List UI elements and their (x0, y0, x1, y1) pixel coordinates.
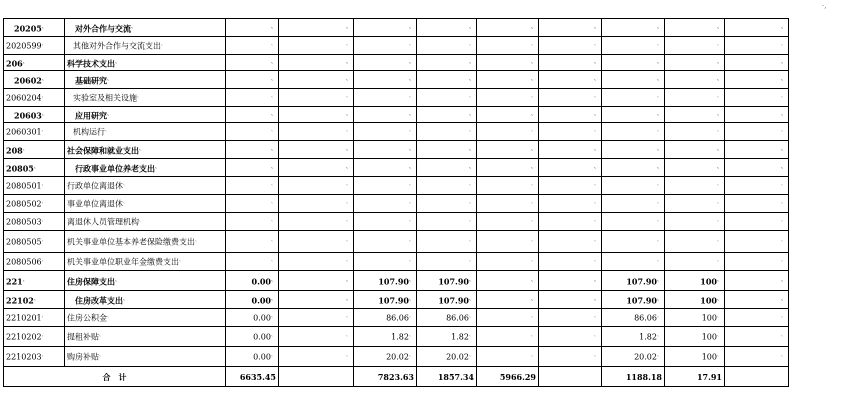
cell-c7: 、 (602, 89, 665, 107)
cell-c1: 、 (226, 89, 279, 107)
cell-c8: 、 (665, 141, 725, 159)
cell-c2: 、 (279, 55, 354, 71)
row-code: 20805、 (4, 159, 65, 177)
cell-c5: 、 (477, 37, 539, 55)
total-cell: 1857.34 (417, 367, 477, 387)
cell-c8: 、 (665, 37, 725, 55)
cell-c1: 、 (226, 231, 279, 253)
cell-c2: 、 (279, 19, 354, 37)
total-cell (539, 367, 602, 387)
table-row (4, 231, 796, 253)
row-code: 2060204、 (4, 89, 65, 107)
total-cell: 7823.63 (354, 367, 417, 387)
cell-c3: 107.90、 (354, 271, 417, 291)
row-name: 机关事业单位基本养老保险缴费支出、 (65, 231, 226, 253)
cell-c7: 、 (602, 107, 665, 123)
table-row (4, 271, 796, 291)
cell-c4: 、 (417, 213, 477, 231)
cell-c1: 0.00、 (226, 327, 279, 347)
table-row (4, 327, 796, 347)
cell-c4: 、 (417, 159, 477, 177)
row-code: 2210203、 (4, 347, 65, 367)
cell-c5: 、 (477, 123, 539, 141)
cell-c5: 、 (477, 213, 539, 231)
cell-c2: 、 (279, 231, 354, 253)
cell-c3: 、 (354, 123, 417, 141)
cell-c8: 100、 (665, 327, 725, 347)
cell-c6: 、 (539, 71, 602, 89)
cell-c9: 、 (725, 107, 789, 123)
row-edge (789, 291, 796, 309)
cell-c7: 、 (602, 123, 665, 141)
cell-c8: 、 (665, 123, 725, 141)
cell-c8: 、 (665, 253, 725, 271)
cell-c2: 、 (279, 291, 354, 309)
cell-c4: 107.90、 (417, 271, 477, 291)
row-code: 221、 (4, 271, 65, 291)
cell-c5: 、 (477, 271, 539, 291)
cell-c1: 、 (226, 159, 279, 177)
cell-c5: 、 (477, 71, 539, 89)
table-row (4, 213, 796, 231)
cell-c9: 、 (725, 123, 789, 141)
row-edge (789, 253, 796, 271)
cell-c8: 、 (665, 231, 725, 253)
row-code: 2080506、 (4, 253, 65, 271)
row-name: 应用研究、 (65, 107, 226, 123)
cell-c8: 、 (665, 195, 725, 213)
row-name: 事业单位离退休、 (65, 195, 226, 213)
cell-c9: 、 (725, 253, 789, 271)
cell-c5: 、 (477, 231, 539, 253)
cell-c6: 、 (539, 19, 602, 37)
cell-c2: 、 (279, 123, 354, 141)
row-name: 基础研究、 (65, 71, 226, 89)
cell-c6: 、 (539, 291, 602, 309)
cell-c9: 、 (725, 347, 789, 367)
cell-c4: 、 (417, 89, 477, 107)
cell-c1: 0.00、 (226, 347, 279, 367)
row-code: 20603、 (4, 107, 65, 123)
cell-c4: 、 (417, 231, 477, 253)
row-code: 2080501、 (4, 177, 65, 195)
cell-c7: 107.90、 (602, 271, 665, 291)
cell-c9: 、 (725, 195, 789, 213)
cell-c7: 20.02、 (602, 347, 665, 367)
total-cell: 6635.45 (226, 367, 279, 387)
row-name: 实验室及相关设施、 (65, 89, 226, 107)
table-row (4, 159, 796, 177)
cell-c2: 、 (279, 89, 354, 107)
total-cell: 1188.18 (602, 367, 665, 387)
table-body (4, 19, 796, 387)
cell-c9: 、 (725, 327, 789, 347)
cell-c9: 、 (725, 55, 789, 71)
cell-c3: 、 (354, 37, 417, 55)
cell-c2: 、 (279, 177, 354, 195)
cell-c6: 、 (539, 253, 602, 271)
cell-c9: 、 (725, 89, 789, 107)
cell-c7: 、 (602, 253, 665, 271)
cell-c3: 、 (354, 253, 417, 271)
cell-c3: 、 (354, 213, 417, 231)
row-code: 2080505、 (4, 231, 65, 253)
cell-c6: 、 (539, 177, 602, 195)
budget-table (3, 18, 796, 387)
cell-c4: 、 (417, 37, 477, 55)
cell-c3: 、 (354, 71, 417, 89)
cell-c2: 、 (279, 37, 354, 55)
row-edge (789, 89, 796, 107)
cell-c3: 、 (354, 231, 417, 253)
cell-c9: 、 (725, 177, 789, 195)
cell-c8: 、 (665, 177, 725, 195)
cell-c1: 、 (226, 195, 279, 213)
cell-c1: 、 (226, 55, 279, 71)
corner-mark: ·, (822, 2, 827, 10)
cell-c9: 、 (725, 71, 789, 89)
cell-c5: 、 (477, 89, 539, 107)
cell-c9: 、 (725, 37, 789, 55)
row-edge (789, 347, 796, 367)
cell-c7: 、 (602, 19, 665, 37)
cell-c1: 0.00、 (226, 271, 279, 291)
table-row (4, 195, 796, 213)
cell-c2: 、 (279, 309, 354, 327)
cell-c8: 、 (665, 107, 725, 123)
cell-c3: 、 (354, 89, 417, 107)
cell-c6: 、 (539, 231, 602, 253)
cell-c7: 、 (602, 159, 665, 177)
cell-c7: 、 (602, 213, 665, 231)
cell-c1: 、 (226, 123, 279, 141)
row-edge (789, 195, 796, 213)
table-row (4, 123, 796, 141)
cell-c9: 、 (725, 141, 789, 159)
cell-c2: 、 (279, 71, 354, 89)
cell-c9: 、 (725, 159, 789, 177)
row-name: 住房公积金、 (65, 309, 226, 327)
cell-c5: 、 (477, 19, 539, 37)
table-row (4, 309, 796, 327)
row-edge (789, 231, 796, 253)
cell-c2: 、 (279, 195, 354, 213)
row-name: 购房补贴、 (65, 347, 226, 367)
cell-c6: 、 (539, 107, 602, 123)
cell-c1: 、 (226, 141, 279, 159)
row-code: 2080503、 (4, 213, 65, 231)
cell-c9: 、 (725, 309, 789, 327)
row-code: 2210201、 (4, 309, 65, 327)
cell-c9: 、 (725, 213, 789, 231)
cell-c8: 、 (665, 159, 725, 177)
cell-c2: 、 (279, 159, 354, 177)
cell-c7: 、 (602, 37, 665, 55)
cell-c4: 86.06、 (417, 309, 477, 327)
row-edge (789, 327, 796, 347)
row-name: 机构运行、 (65, 123, 226, 141)
cell-c9: 、 (725, 231, 789, 253)
row-edge (789, 367, 796, 387)
row-name: 离退休人员管理机构、 (65, 213, 226, 231)
table-row (4, 291, 796, 309)
cell-c2: 、 (279, 141, 354, 159)
cell-c9: 、 (725, 19, 789, 37)
cell-c5: 、 (477, 195, 539, 213)
row-edge (789, 107, 796, 123)
table-row (4, 177, 796, 195)
row-edge (789, 71, 796, 89)
cell-c5: 、 (477, 327, 539, 347)
cell-c5: 、 (477, 291, 539, 309)
cell-c8: 、 (665, 213, 725, 231)
row-edge (789, 123, 796, 141)
cell-c4: 、 (417, 195, 477, 213)
cell-c3: 86.06、 (354, 309, 417, 327)
cell-c6: 、 (539, 213, 602, 231)
cell-c3: 、 (354, 159, 417, 177)
row-edge (789, 177, 796, 195)
cell-c9: 、 (725, 291, 789, 309)
row-name: 科学技术支出、 (65, 55, 226, 71)
cell-c3: 、 (354, 19, 417, 37)
table-row (4, 37, 796, 55)
cell-c5: 、 (477, 55, 539, 71)
cell-c3: 1.82、 (354, 327, 417, 347)
row-edge (789, 159, 796, 177)
cell-c7: 、 (602, 177, 665, 195)
total-cell: 5966.29 (477, 367, 539, 387)
cell-c8: 100、 (665, 271, 725, 291)
cell-c3: 107.90、 (354, 291, 417, 309)
cell-c7: 、 (602, 195, 665, 213)
cell-c6: 、 (539, 89, 602, 107)
row-edge (789, 271, 796, 291)
cell-c8: 、 (665, 19, 725, 37)
total-cell: 17.91 (665, 367, 725, 387)
cell-c8: 100、 (665, 347, 725, 367)
cell-c1: 0.00、 (226, 291, 279, 309)
total-cell (725, 367, 789, 387)
row-code: 2020599、 (4, 37, 65, 55)
row-code: 2060301、 (4, 123, 65, 141)
row-edge (789, 213, 796, 231)
cell-c2: 、 (279, 347, 354, 367)
cell-c6: 、 (539, 327, 602, 347)
cell-c2: 、 (279, 107, 354, 123)
cell-c5: 、 (477, 159, 539, 177)
cell-c6: 、 (539, 141, 602, 159)
row-name: 提租补贴、 (65, 327, 226, 347)
total-label: 合 计 (4, 367, 226, 387)
cell-c5: 、 (477, 107, 539, 123)
row-code: 22102、 (4, 291, 65, 309)
cell-c6: 、 (539, 347, 602, 367)
cell-c1: 0.00、 (226, 309, 279, 327)
total-row (4, 367, 796, 387)
cell-c1: 、 (226, 213, 279, 231)
cell-c8: 100、 (665, 309, 725, 327)
table-row (4, 71, 796, 89)
cell-c4: 、 (417, 55, 477, 71)
cell-c4: 、 (417, 123, 477, 141)
row-code: 20602、 (4, 71, 65, 89)
cell-c4: 20.02、 (417, 347, 477, 367)
cell-c6: 、 (539, 271, 602, 291)
cell-c6: 、 (539, 55, 602, 71)
cell-c5: 、 (477, 347, 539, 367)
cell-c3: 、 (354, 55, 417, 71)
cell-c4: 、 (417, 19, 477, 37)
row-code: 2080502、 (4, 195, 65, 213)
cell-c2: 、 (279, 213, 354, 231)
cell-c4: 、 (417, 177, 477, 195)
row-name: 住房保障支出、 (65, 271, 226, 291)
row-code: 208、 (4, 141, 65, 159)
cell-c1: 、 (226, 19, 279, 37)
cell-c4: 、 (417, 107, 477, 123)
table-row (4, 141, 796, 159)
row-name: 机关事业单位职业年金缴费支出、 (65, 253, 226, 271)
cell-c4: 、 (417, 141, 477, 159)
cell-c3: 、 (354, 141, 417, 159)
cell-c7: 、 (602, 71, 665, 89)
cell-c1: 、 (226, 177, 279, 195)
cell-c1: 、 (226, 107, 279, 123)
row-edge (789, 55, 796, 71)
row-name: 社会保障和就业支出、 (65, 141, 226, 159)
table-row (4, 347, 796, 367)
cell-c6: 、 (539, 309, 602, 327)
table-row (4, 19, 796, 37)
cell-c2: 、 (279, 271, 354, 291)
cell-c1: 、 (226, 71, 279, 89)
row-edge (789, 141, 796, 159)
row-name: 行政事业单位养老支出、 (65, 159, 226, 177)
row-edge (789, 19, 796, 37)
cell-c2: 、 (279, 253, 354, 271)
cell-c3: 、 (354, 195, 417, 213)
cell-c6: 、 (539, 123, 602, 141)
table-row (4, 107, 796, 123)
cell-c5: 、 (477, 177, 539, 195)
cell-c4: 107.90、 (417, 291, 477, 309)
cell-c3: 、 (354, 107, 417, 123)
total-cell (279, 367, 354, 387)
table-row (4, 89, 796, 107)
table-row (4, 253, 796, 271)
cell-c1: 、 (226, 37, 279, 55)
cell-c7: 、 (602, 55, 665, 71)
cell-c7: 1.82、 (602, 327, 665, 347)
cell-c8: 、 (665, 89, 725, 107)
cell-c7: 86.06、 (602, 309, 665, 327)
row-code: 206、 (4, 55, 65, 71)
cell-c9: 、 (725, 271, 789, 291)
row-edge (789, 309, 796, 327)
cell-c7: 107.90、 (602, 291, 665, 309)
cell-c8: 、 (665, 71, 725, 89)
cell-c5: 、 (477, 309, 539, 327)
row-code: 2210202、 (4, 327, 65, 347)
row-name: 其他对外合作与交流支出、 (65, 37, 226, 55)
cell-c5: 、 (477, 141, 539, 159)
row-name: 行政单位离退休、 (65, 177, 226, 195)
row-edge (789, 37, 796, 55)
table-row (4, 55, 796, 71)
cell-c2: 、 (279, 327, 354, 347)
row-code: 20205、 (4, 19, 65, 37)
cell-c6: 、 (539, 159, 602, 177)
cell-c4: 、 (417, 253, 477, 271)
row-name: 住房改革支出、 (65, 291, 226, 309)
cell-c8: 、 (665, 55, 725, 71)
cell-c3: 、 (354, 177, 417, 195)
cell-c5: 、 (477, 253, 539, 271)
cell-c6: 、 (539, 195, 602, 213)
cell-c3: 20.02、 (354, 347, 417, 367)
cell-c4: 、 (417, 71, 477, 89)
cell-c6: 、 (539, 37, 602, 55)
row-name: 对外合作与交流、 (65, 19, 226, 37)
cell-c8: 100、 (665, 291, 725, 309)
cell-c1: 、 (226, 253, 279, 271)
cell-c7: 、 (602, 231, 665, 253)
cell-c7: 、 (602, 141, 665, 159)
cell-c4: 1.82、 (417, 327, 477, 347)
